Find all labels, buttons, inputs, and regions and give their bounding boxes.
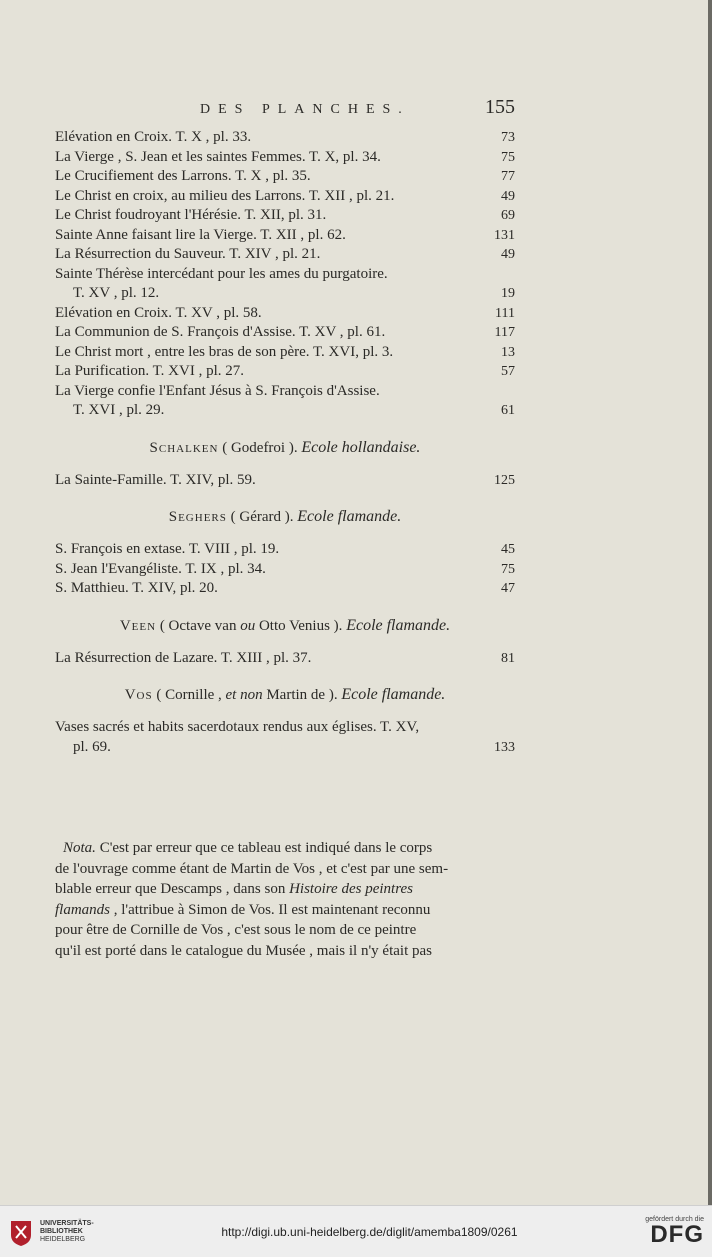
entry-page: 125 [494,472,515,488]
entry-page: 117 [494,325,515,340]
entry-text: T. XV , pl. 12. [73,285,160,301]
uni-line3: HEIDELBERG [40,1235,86,1243]
entry-text: T. XVI , pl. 29. [73,402,165,418]
section-seghers [55,508,515,526]
artist-detail-italic: et non [225,687,263,703]
entry-vierge [55,382,515,421]
section-vos [55,686,515,704]
running-header [200,96,515,119]
entry-page: 49 [501,247,515,262]
entry-text: La Communion de S. François d'Assise. T. XV , pl. 61. [55,324,386,340]
artist-name: Veen [119,617,157,634]
entry-page: 75 [501,561,515,577]
header-title: DES PLANCHES. [200,102,410,117]
entry-text: Le Crucifiement des Larrons. T. X , pl. 35. [55,168,311,184]
index-entry [55,128,515,148]
entry-text: La Purification. T. XVI , pl. 27. [55,363,244,379]
entry-page: 47 [501,581,515,596]
entry-page: 77 [501,169,515,184]
entry-text: La Vierge , S. Jean et les saintes Femmes. T. X, pl. 34. [55,148,381,165]
entry-page: 73 [501,130,515,145]
nota-text: de l'ouvrage comme étant de Martin de Vos , et c'est par une sem- [55,860,449,877]
nota-text: C'est par erreur que ce tableau est indiqué dans le corps [95,840,433,856]
entry-text: La Sainte-Famille. T. XIV, pl. 59. [55,471,256,488]
nota-text: pour être de Cornille de Vos , c'est sous le nom de ce peintre [55,922,417,938]
artist-detail: ( Godefroi ). [218,439,302,456]
index-entry [55,304,515,324]
school-label: Ecole flamande. [297,508,402,525]
index-entry [55,226,515,246]
index-entries [55,128,515,757]
school-label: Ecole hollandaise. [301,438,421,456]
artist-detail-italic: ou [240,617,256,634]
entry-page: 49 [501,188,515,204]
entry-text: S. Matthieu. T. XIV, pl. 20. [55,580,218,596]
entry-text: Sainte Anne faisant lire la Vierge. T. XII , pl. 62. [55,226,346,243]
entry-page: 19 [501,286,515,301]
artist-detail: Martin de ). [262,687,342,703]
page-edge [708,0,712,1205]
school-label: Ecole flamande. [346,616,451,634]
index-entry [55,245,515,265]
entry-text: Elévation en Croix. T. X , pl. 33. [55,129,252,145]
artist-detail: ( Octave van [156,617,241,634]
entry-page: 57 [501,364,515,379]
section-schalken [55,439,515,457]
entry-page: 45 [501,542,515,557]
index-entry [55,560,515,580]
entry-page: 131 [494,227,515,243]
index-entry [55,187,515,207]
entry-text: La Vierge confie l'Enfant Jésus à S. François d'Assise. [55,382,380,399]
index-entry [55,167,515,187]
viewer-footer [0,1205,712,1257]
entry-text: S. François en extase. T. VIII , pl. 19. [55,541,280,557]
index-entry [55,471,515,491]
index-entry [55,649,515,669]
entry-page: 81 [501,650,515,666]
dfg-wordmark: DFG [650,1221,704,1248]
index-entry [55,362,515,382]
artist-detail: ( Cornille , [152,687,226,703]
index-entry [55,579,515,599]
entry-text: Sainte Thérèse intercédant pour les ames du purgatoire. [55,265,388,282]
entry-text: Vases sacrés et habits sacerdotaux rendus aux églises. T. XV, [55,719,420,735]
nota-text: , l'attribue à Simon de Vos. Il est maintenant reconnu [110,901,431,918]
entry-vases [55,718,515,757]
nota-italic: Histoire des peintres [289,881,413,897]
entry-text: Le Christ foudroyant l'Hérésie. T. XII, pl. 31. [55,207,327,223]
school-label: Ecole flamande. [341,686,446,703]
entry-text: Le Christ mort , entre les bras de son père. T. XVI, pl. 3. [55,343,394,360]
nota-italic: flamands [55,901,111,918]
entry-page: 133 [494,739,515,755]
nota-text: qu'il est porté dans le catalogue du Musée , mais il n'y était pas [55,942,432,959]
entry-text: Elévation en Croix. T. XV , pl. 58. [55,304,262,321]
uni-line2: BIBLIOTHEK [40,1227,83,1235]
nota-paragraph [55,838,515,961]
university-library-logo[interactable] [8,1217,94,1247]
uni-line1: UNIVERSITÄTS- [40,1219,94,1227]
page-number: 155 [485,96,515,118]
index-entry [55,148,515,168]
index-entry [55,323,515,343]
entry-text: La Résurrection du Sauveur. T. XIV , pl. 21. [55,246,321,262]
artist-detail: Otto Venius ). [255,617,347,634]
permalink-url[interactable]: http://digi.ub.uni-heidelberg.de/diglit/amemba1809/0261 [221,1224,518,1239]
artist-name: Seghers [168,509,227,525]
dfg-caption: gefördert durch die [645,1216,704,1223]
entry-therese [55,265,515,304]
entry-page: 69 [501,208,515,223]
entry-text: pl. 69. [73,738,111,755]
artist-detail: ( Gérard ). [226,509,298,525]
entry-text: S. Jean l'Evangéliste. T. IX , pl. 34. [55,560,266,577]
index-entry [55,343,515,363]
library-crest-icon [8,1217,34,1247]
index-entry [55,206,515,226]
entry-page: 13 [501,344,515,360]
artist-name: Vos [124,687,153,703]
artist-name: Schalken [149,439,219,456]
entry-text: La Résurrection de Lazare. T. XIII , pl. 37. [55,649,312,666]
section-veen [55,617,515,635]
nota-text: blable erreur que Descamps , dans son [55,881,290,897]
entry-page: 111 [495,305,515,321]
dfg-logo[interactable] [645,1216,704,1247]
nota-label: Nota. [63,840,96,856]
entry-page: 61 [501,403,515,418]
index-entry [55,540,515,560]
entry-text: Le Christ en croix, au milieu des Larrons. T. XII , pl. 21. [55,187,395,204]
entry-page: 75 [501,149,515,165]
